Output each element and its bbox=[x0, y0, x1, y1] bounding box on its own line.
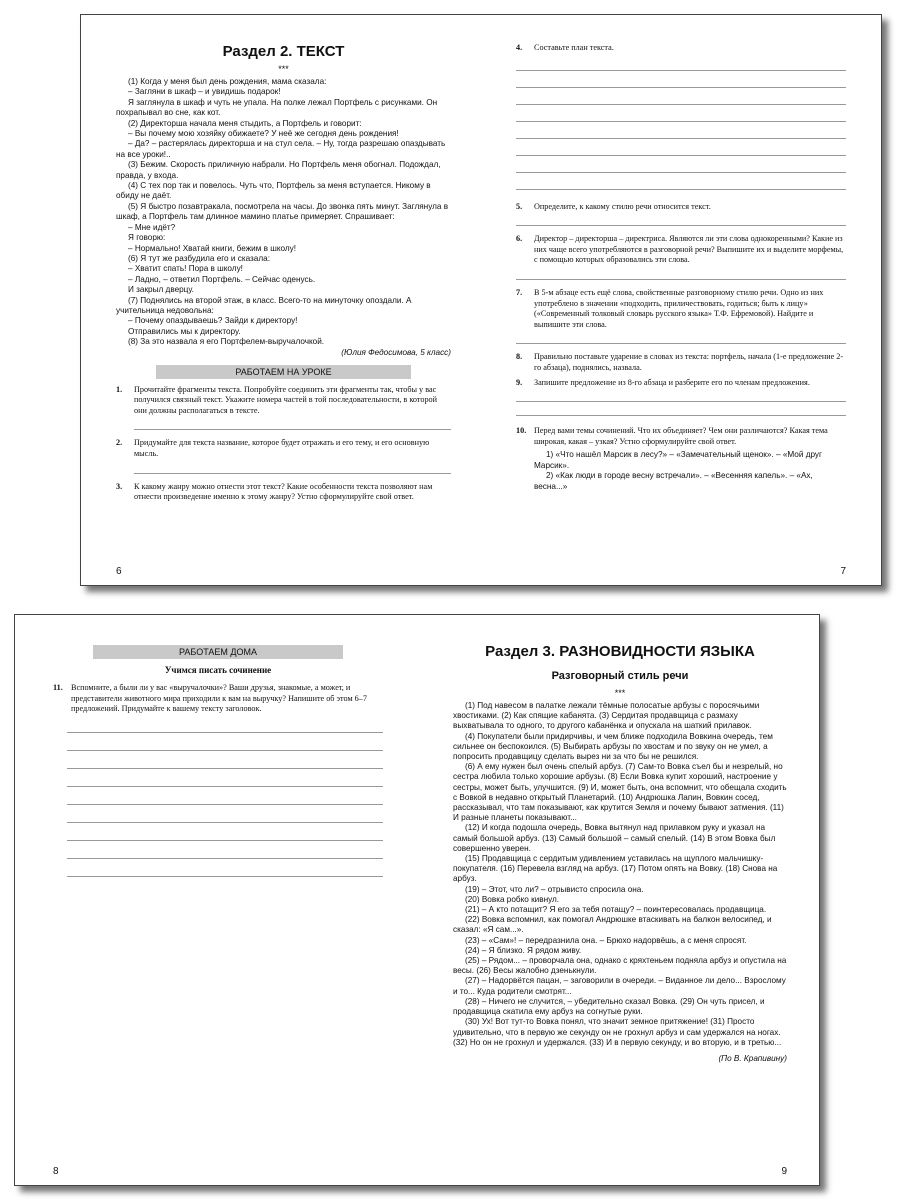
bottom-spread bbox=[14, 614, 820, 1186]
answer-line[interactable] bbox=[516, 388, 846, 402]
task-number: 1. bbox=[116, 384, 123, 394]
story-paragraph: (1) Под навесом в палатке лежали тёмные полосатые арбузы с поросячьими хвостиками. (2) Как спящие кабанята. (3) Сердитая продавщица с размаху выхватывала то одного, то другого кабанёнка и опускала на шаткий прилавок. bbox=[453, 701, 760, 731]
stars-divider: *** bbox=[278, 64, 289, 74]
story-paragraph: – Почему опаздываешь? Зайди к директору! bbox=[128, 316, 298, 326]
stars-divider: *** bbox=[614, 688, 626, 698]
section-banner: РАБОТАЕМ НА УРОКЕ bbox=[156, 365, 411, 379]
task-1 bbox=[116, 385, 451, 417]
answer-line[interactable] bbox=[516, 266, 846, 280]
task-text: Определите, к какому стилю речи относится текст. bbox=[534, 201, 711, 211]
story-paragraph: (5) Я быстро позавтракала, посмотрела на часы. До звонка пять минут. Заглянула в шкаф, а Портфель там длинное мамино платье примеряет. Спрашивает: bbox=[116, 201, 449, 222]
task-text: Перед вами темы сочинений. Что их объединяет? Чем они различаются? Какая тема широкая, какая – узкая? Устно сформулируйте свой ответ. bbox=[534, 426, 828, 446]
page-6 bbox=[116, 15, 451, 585]
task-text: К какому жанру можно отнести этот текст? Какие особенности текста позволяют нам отнести произведение именно к этому жанру? Устно сформулируйте свой ответ. bbox=[134, 481, 433, 502]
story-paragraph: (22) Вовка вспомнил, как помогал Андрюшке втаскивать на балкон велосипед, и сказал: «Я сам...». bbox=[453, 915, 772, 935]
story-paragraph: (15) Продавщица с сердитым удивлением уставилась на щуплого мальчишку-покупателя. (16) Перевела взгляд на арбуз. (17) Потом опять на Вовку. (18) Снова на арбуз. bbox=[453, 854, 778, 884]
story-paragraph: Отправились мы к директору. bbox=[128, 326, 241, 336]
task-9 bbox=[516, 378, 846, 389]
task-3 bbox=[116, 482, 451, 503]
task-text: Директор – директорша – директриса. Являются ли эти слова однокоренными? Какие из них чаще всего употребляются в разговорной речи? Выпишите их и выделите морфемы, с помощью которых образовались эти слова. bbox=[534, 234, 844, 265]
story-paragraph: (24) – Я близко. Я рядом живу. bbox=[465, 945, 582, 955]
task-number: 4. bbox=[516, 43, 523, 52]
subsection-title: Разговорный стиль речи bbox=[551, 670, 689, 682]
page-8 bbox=[53, 615, 383, 1185]
page-7 bbox=[516, 15, 846, 585]
topic-1: 1) «Что нашёл Марсик в лесу?» – «Замечательный щенок». – «Мой друг Марсик». bbox=[534, 450, 823, 470]
task-number: 6. bbox=[516, 234, 523, 244]
story-paragraph: (23) – «Сам»! – передразнила она. – Брюхо надорвёшь, а с меня спросят. bbox=[465, 935, 747, 945]
story-paragraph: – Хватит спать! Пора в школу! bbox=[128, 264, 243, 274]
task-text: Составьте план текста. bbox=[534, 43, 614, 52]
task-number: 7. bbox=[516, 287, 523, 297]
answer-line[interactable] bbox=[516, 330, 846, 344]
task-number: 2. bbox=[116, 438, 123, 448]
section-name: ТЕКСТ bbox=[296, 43, 345, 60]
story-paragraph: – Мне идёт? bbox=[128, 222, 176, 232]
task-number: 10. bbox=[516, 426, 527, 436]
task-number: 5. bbox=[516, 201, 523, 211]
task-11 bbox=[53, 683, 383, 715]
story-paragraph: Я заглянула в шкаф и чуть не упала. На полке лежал Портфель с рисунками. Он похрапывал во сне, как кот. bbox=[116, 97, 438, 118]
task-10 bbox=[516, 426, 846, 447]
section-title bbox=[116, 43, 451, 60]
page-number: 8 bbox=[53, 1166, 59, 1177]
topic-2: 2) «Как люди в городе весну встречали». – «Весенняя капель». – «Ах, весна...» bbox=[534, 471, 813, 491]
task-6 bbox=[516, 234, 846, 266]
story-paragraph: – Нормально! Хватай книги, бежим в школу! bbox=[128, 243, 297, 253]
story-paragraph: (7) Поднялись на второй этаж, в класс. Всего-то на минуточку опоздали. А учительница недовольна: bbox=[116, 295, 412, 315]
story-paragraph: – Да? – растерялась директорша и на стул села. – Ну, тогда разрешаю опаздывать на все уроки!.. bbox=[116, 139, 446, 159]
essay-topics bbox=[534, 450, 846, 492]
story-paragraph: (21) – А кто потащит? Я его за тебя потащу? – поинтересовалась продавщица. bbox=[465, 905, 767, 915]
answer-lines-essay[interactable] bbox=[67, 715, 383, 877]
subsection-title: Учимся писать сочинение bbox=[164, 665, 272, 675]
task-text: Правильно поставьте ударение в словах из текста: портфель, начала (1-е предложение 2-го абзаца), поднялись, назвала. bbox=[534, 352, 844, 372]
story-paragraph: (4) Покупатели были придирчивы, и чем ближе подходила Вовкина очередь, тем сильнее он беспокоился. (5) Выбирать арбузы по хвостам и по звуку он не умел, а попросить продавщицу сделать вырез ни за что бы не решился. bbox=[453, 731, 773, 762]
answer-line[interactable] bbox=[516, 212, 846, 226]
top-spread bbox=[80, 14, 882, 586]
answer-line[interactable] bbox=[516, 402, 846, 416]
task-number: 3. bbox=[116, 481, 123, 491]
story-paragraph: (4) С тех пор так и повелось. Чуть что, Портфель за меня вступается. Никому в обиду не даёт. bbox=[116, 181, 431, 201]
task-text: Прочитайте фрагменты текста. Попробуйте соединить эти фрагменты так, чтобы у вас получился связный текст. Укажите номера частей в той последовательности, в которой они должны располагаться в тексте. bbox=[134, 384, 438, 415]
task-2 bbox=[116, 438, 451, 459]
story-paragraph: (8) За это назвала я его Портфелем-выручалочкой. bbox=[128, 337, 325, 347]
section-title bbox=[453, 643, 787, 660]
task-8 bbox=[516, 352, 846, 373]
story-paragraph: (30) Ух! Вот тут-то Вовка понял, что значит земное притяжение! (31) Просто удивительно, что в первую же секунду он не грохнул арбуз и сам удержался на ногах. (32) Но он не грохнул и удержался. (33) И в первую секунду, и во вторую, и в третью... bbox=[453, 1017, 782, 1047]
story-text bbox=[116, 77, 451, 348]
story-paragraph: – Ладно, – ответил Портфель. – Сейчас оденусь. bbox=[128, 274, 316, 284]
task-text: В 5-м абзаце есть ещё слова, свойственные разговорному стилю речи. Одно из них употреблено в значении «подходить, приличествовать, годиться; быть к лицу» («Современный толковый словарь русского языка» Т.Ф. Ефремовой). Найдите и выпишите эти слова. bbox=[534, 287, 824, 329]
story-paragraph: (12) И когда подошла очередь, Вовка вытянул над прилавком руку и указал на самый большой арбуз. (13) Самый большой – самый спелый. (14) В этом Вовка был совершенно уверен. bbox=[453, 823, 776, 853]
task-number: 11. bbox=[53, 683, 63, 692]
section-banner: РАБОТАЕМ ДОМА bbox=[93, 645, 343, 659]
story-paragraph: (3) Бежим. Скорость приличную набрали. Но Портфель меня обогнал. Подождал, правда, у входа. bbox=[116, 160, 441, 180]
story-paragraph: (28) – Ничего не случится, – убедительно сказал Вовка. (29) Он чуть присел, и продавщица скатила ему арбуз на согнутые руки. bbox=[453, 996, 765, 1017]
answer-line[interactable] bbox=[134, 416, 451, 430]
page-number: 7 bbox=[840, 566, 846, 577]
task-text: Придумайте для текста название, которое будет отражать и его тему, и его основную мысль. bbox=[134, 438, 430, 458]
story-paragraph: (19) – Этот, что ли? – отрывисто спросила она. bbox=[465, 884, 644, 894]
task-number: 8. bbox=[516, 352, 523, 362]
page-number: 6 bbox=[116, 566, 122, 577]
story-paragraph: – Вы почему мою хозяйку обижаете? У неё же сегодня день рождения! bbox=[128, 129, 399, 139]
page-9 bbox=[453, 615, 787, 1185]
task-5 bbox=[516, 202, 846, 213]
story-text bbox=[453, 701, 787, 1048]
story-paragraph: И закрыл дверцу. bbox=[128, 285, 194, 295]
task-text: Вспомните, а были ли у вас «выручалочки»? Ваши друзья, знакомые, а может, и представители животного мира приходили к вам на выручку? Напишите об этом 6–7 предложений. Придумайте к вашему тексту заголовок. bbox=[71, 683, 367, 714]
story-paragraph: (6) Я тут же разбудила его и сказала: bbox=[128, 253, 270, 263]
answer-line[interactable] bbox=[134, 460, 451, 474]
task-4 bbox=[516, 43, 846, 54]
story-paragraph: (1) Когда у меня был день рождения, мама сказала: bbox=[128, 77, 327, 86]
section-prefix: Раздел 2. bbox=[222, 43, 293, 60]
story-paragraph: – Загляни в шкаф – и увидишь подарок! bbox=[128, 87, 281, 97]
attribution: (Юлия Федосимова, 5 класс) bbox=[341, 347, 451, 357]
task-7 bbox=[516, 288, 846, 330]
task-number: 9. bbox=[516, 377, 523, 387]
story-paragraph: (6) А ему нужен был очень спелый арбуз. (7) Сам-то Вовка съел бы и незрелый, но сестра любила только хорошие арбузы. (8) Если Вовка купит хороший, настроение у сестры, может быть, улучшится. (9) И, может быть, она вспомнит, что обещала сходить с Вовкой в недавно открытый Планетарий. (10) Андрюшка Лапин, Вовкин сосед, рассказывал, что там показывают, как крутится Земля и почему бывают затмения. (11) И разные планеты показывают... bbox=[453, 762, 787, 823]
page-number: 9 bbox=[781, 1166, 787, 1177]
story-paragraph: (20) Вовка робко кивнул. bbox=[465, 894, 560, 904]
story-paragraph: (25) – Рядом... – проворчала она, однако с кряхтеньем подняла арбуз и опустила на весы. (26) Весы жалобно дзенькнули. bbox=[453, 956, 787, 976]
story-paragraph: (2) Директорша начала меня стыдить, а Портфель и говорит: bbox=[128, 118, 362, 128]
task-text: Запишите предложение из 8-го абзаца и разберите его по членам предложения. bbox=[534, 377, 810, 387]
section-name: РАЗНОВИДНОСТИ ЯЗЫКА bbox=[559, 643, 755, 660]
attribution: (По В. Крапивину) bbox=[718, 1053, 787, 1063]
section-prefix: Раздел 3. bbox=[485, 643, 556, 660]
story-paragraph: Я говорю: bbox=[128, 233, 166, 243]
answer-lines-plan[interactable] bbox=[516, 54, 846, 190]
story-paragraph: (27) – Надорвётся пацан, – заговорили в очереди. – Виданное ли дело... Взрослому и то... Куда родители смотрят... bbox=[453, 976, 786, 996]
